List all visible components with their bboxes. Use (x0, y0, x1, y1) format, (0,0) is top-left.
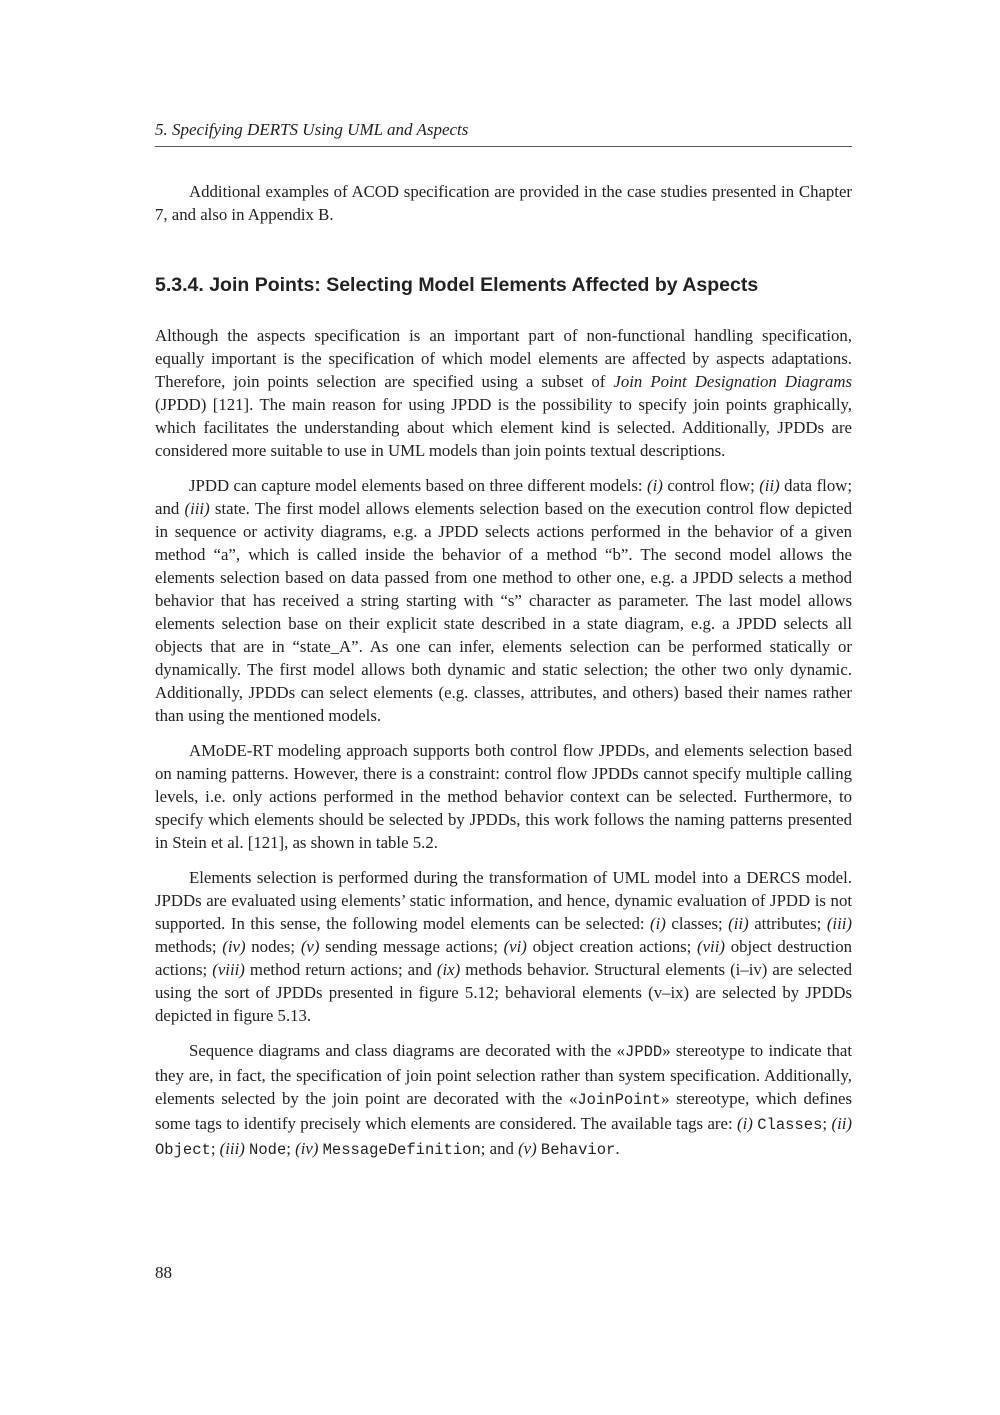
code-messagedefinition: MessageDefinition (322, 1141, 481, 1159)
enum-marker: (v) (300, 937, 320, 956)
paragraph-jpdd-models (155, 474, 852, 727)
text-run: Sequence diagrams and class diagrams are decorated with the « (189, 1041, 626, 1060)
text-run: classes; (665, 914, 729, 933)
text-run: nodes; (245, 937, 301, 956)
text-run: (JPDD) [121]. The main reason for using JPDD is the possibility to specify join points graphically, which facilitates the understanding about which element kind is selected. Additionally, JPDDs are considered more suitable to use in UML models than join points textual descriptions. (155, 395, 852, 460)
text-run: method return actions; and (244, 960, 437, 979)
text-run: Elements selection is performed during the transformation of UML model into a DERCS model. JPDDs are evaluated using elements’ static information, and hence, dynamic evaluation of JPDD is not supported. In this sense, the following model elements can be selected: (155, 868, 852, 933)
intro-block (155, 180, 852, 238)
text-run: sending message actions; (319, 937, 504, 956)
text-run: Although the aspects specification is an important part of non-functional handling specification, equally important is the specification of which model elements are affected by aspects adaptations. Therefore, join points selection are specified using a subset of (155, 326, 852, 391)
page-number: 88 (155, 1263, 172, 1282)
code-node: Node (249, 1141, 287, 1159)
text-run: JPDD can capture model elements based on three different models: (189, 476, 648, 495)
code-classes: Classes (757, 1116, 823, 1134)
enum-marker: (iii) (826, 914, 852, 933)
text-run: control flow; (662, 476, 760, 495)
paragraph-elements-selection (155, 866, 852, 1027)
enum-marker: (iii) (184, 499, 210, 518)
text-run: state. The first model allows elements selection based on the execution control flow depicted in sequence or activity diagrams, e.g. a JPDD selects actions performed in the behavior of a given method “a”, which is called inside the behavior of a method “b”. The second model allows the elements selection based on data passed from one method to other one, e.g. a JPDD selects a method behavior that has received a string starting with “s” character as parameter. The last model allows elements selection base on their explicit state described in a state diagram, e.g. a JPDD selects all objects that are in “state_A”. As one can infer, elements selection can be performed statically or dynamically. The first model allows both dynamic and static selection; the other two only dynamic. Additionally, JPDDs can select elements (e.g. classes, attributes, and others) based their names rather than using the mentioned models. (155, 499, 852, 725)
paragraph-stereotypes (155, 1039, 852, 1162)
enum-marker: (ii) (759, 476, 780, 495)
paragraph-jpdd-intro (155, 324, 852, 462)
section-body (155, 324, 852, 1174)
text-run: object destruction actions; (155, 937, 852, 979)
text-run: » stereotype to indicate that they are, in fact, the specification of join point selection rather than system specification. Additionally, elements selected by the join point are decorated with the « (155, 1041, 853, 1108)
text-run: data flow; and (155, 476, 853, 518)
enum-marker: (ii) (831, 1114, 852, 1133)
enum-marker: (vi) (503, 937, 527, 956)
enum-marker: (i) (647, 476, 663, 495)
code-behavior: Behavior (540, 1141, 616, 1159)
text-run: methods behavior. Structural elements (i–iv) are selected using the sort of JPDDs presented in figure 5.12; behavioral elements (v–ix) are selected by JPDDs depicted in figure 5.13. (155, 960, 852, 1025)
enum-marker: (i) (650, 914, 666, 933)
paragraph-amode-rt: AMoDE-RT modeling approach supports both control flow JPDDs, and elements selection based on naming patterns. However, there is a constraint: control flow JPDDs cannot specify multiple calling levels, i.e. only actions performed in the method behavior context can be selected. Furthermore, to specify which elements should be selected by JPDDs, this work follows the naming patterns presented in Stein et al. [121], as shown in table 5.2. (155, 741, 852, 852)
text-run: ; (286, 1139, 296, 1158)
text-run: . (615, 1139, 620, 1158)
enum-marker: (i) (737, 1114, 753, 1133)
code-joinpoint: JoinPoint (577, 1091, 662, 1109)
running-header: 5. Specifying DERTS Using UML and Aspects (155, 120, 852, 147)
text-run: methods; (155, 937, 223, 956)
text-run: ; and (480, 1139, 514, 1158)
text-run: » stereotype, which defines some tags to identify precisely which elements are considered. The available tags are: (155, 1089, 853, 1133)
intro-paragraph: Additional examples of ACOD specification are provided in the case studies presented in Chapter 7, and also in Appendix B. (155, 182, 852, 224)
text-run: object creation actions; (526, 937, 698, 956)
enum-marker: (iii) (219, 1139, 245, 1158)
text-run: attributes; (748, 914, 827, 933)
italic-term: Join Point Designation Diagrams (613, 372, 852, 391)
code-object: Object (155, 1141, 211, 1159)
text-run: ; (210, 1139, 220, 1158)
enum-marker: (iv) (222, 937, 246, 956)
enum-marker: (ii) (728, 914, 749, 933)
enum-marker: (ix) (436, 960, 461, 979)
enum-marker: (v) (518, 1139, 537, 1158)
text-run: ; (822, 1114, 832, 1133)
section-heading: 5.3.4. Join Points: Selecting Model Elements Affected by Aspects (155, 274, 759, 296)
enum-marker: (viii) (212, 960, 245, 979)
enum-marker: (iv) (295, 1139, 319, 1158)
enum-marker: (vii) (697, 937, 725, 956)
code-jpdd: JPDD (625, 1043, 663, 1061)
